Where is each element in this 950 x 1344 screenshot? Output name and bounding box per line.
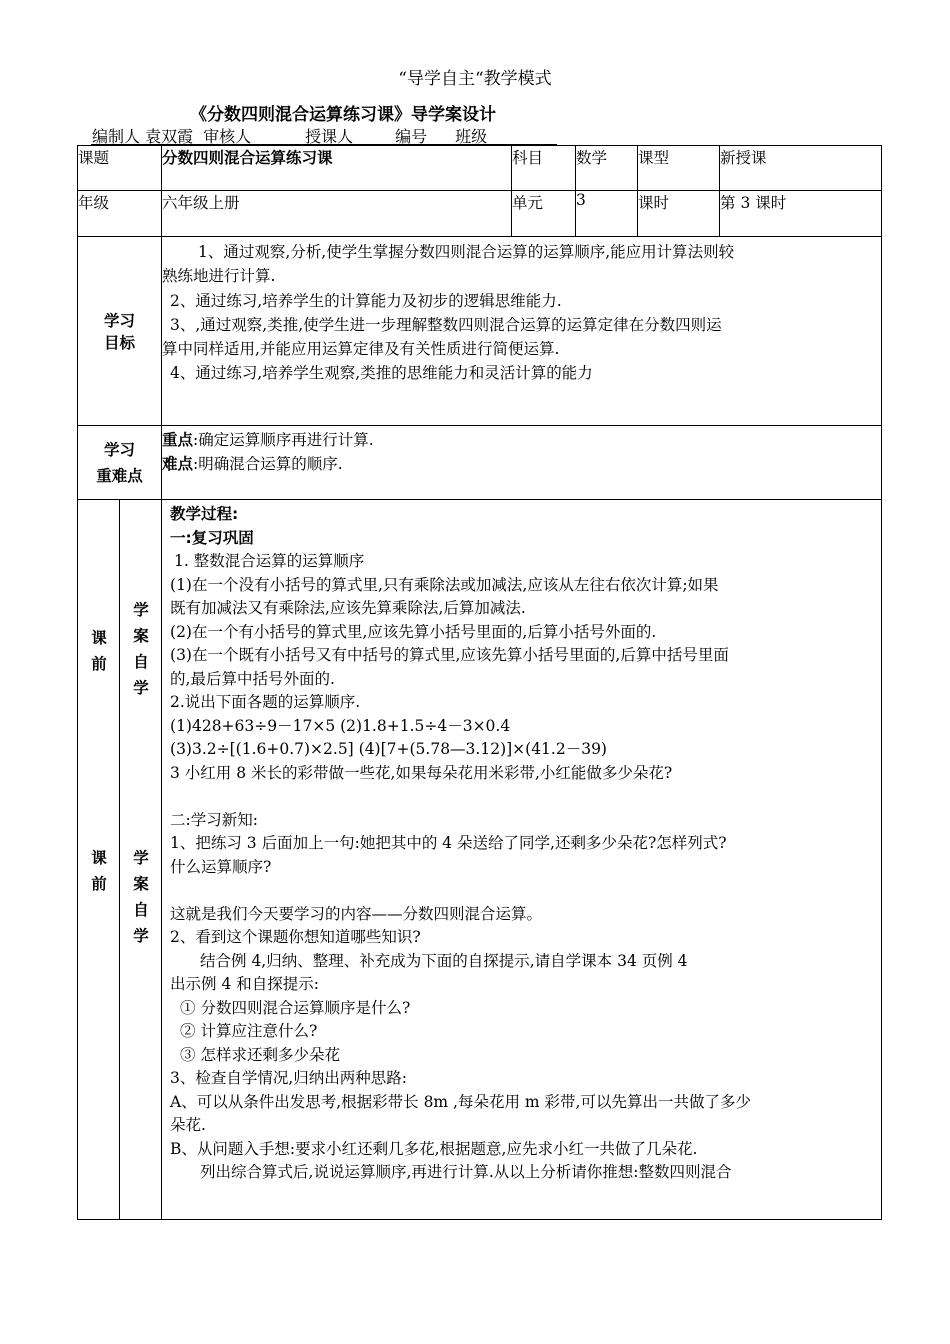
side-char: 案: [133, 627, 149, 645]
process-line: 1、把练习 3 后面加上一句:她把其中的 4 朵送给了同学,还剩多少朵花?怎样列式?: [170, 834, 727, 852]
side-char: 课: [91, 849, 107, 867]
side-char: 案: [133, 875, 149, 893]
process-blank: [170, 879, 875, 903]
objectives-label-line1: 学习: [104, 312, 136, 330]
row-keypoints: [78, 426, 882, 500]
side-pre-2: [78, 845, 120, 897]
process-line: 3、检查自学情况,归纳出两种思路:: [170, 1069, 408, 1087]
objectives-label-line2: 目标: [104, 334, 136, 352]
row-process: [78, 500, 882, 1220]
side-pre-1: [78, 625, 120, 677]
keypoints-content: [162, 426, 882, 500]
objective-line: 算中同样适用,并能应用运算定律及有关性质进行简便运算.: [162, 340, 560, 359]
meta-number: 编号: [395, 127, 428, 146]
side-char: 学: [133, 927, 149, 945]
process-line: (2)在一个有小括号的算式里,应该先算小括号里面的,后算小括号外面的.: [170, 622, 657, 641]
unit-value: 3: [576, 191, 638, 237]
process-line: 2.说出下面各题的运算顺序.: [170, 693, 361, 711]
process-line: 这就是我们今天要学习的内容——分数四则混合运算。: [170, 904, 543, 923]
objective-line: 2、通过练习,培养学生的计算能力及初步的逻辑思维能力.: [170, 291, 562, 310]
difficult-point-text: :明确混合运算的顺序.: [193, 454, 343, 473]
prompt-item: ③ 怎样求还剩多少朵花: [180, 1045, 340, 1064]
meta-reviewer: 审核人: [203, 127, 252, 146]
section-new: 二:学习新知:: [170, 810, 258, 829]
process-line: 3 小红用 8 米长的彩带做一些花,如果每朵花用米彩带,小红能做多少朵花?: [170, 763, 673, 782]
keypoints-label-line2: 重难点: [96, 466, 143, 485]
side-char: 学: [133, 679, 149, 697]
process-line: B、从问题入手想:要求小红还剩几多花,根据题意,应先求小红一共做了几朵花.: [170, 1139, 698, 1158]
section-review: 一:复习巩固: [170, 528, 254, 547]
side-self-1: [120, 597, 162, 701]
side-char: 前: [91, 875, 107, 893]
lesson-plan-table: [77, 145, 882, 1220]
period-value: 第 3 课时: [720, 191, 882, 237]
type-value: 新授课: [720, 146, 882, 191]
teaching-mode-heading: “导学自主“教学模式: [398, 69, 552, 89]
difficult-point-label: 难点: [162, 454, 194, 473]
meta-class: 班级: [455, 127, 488, 146]
side-char: 自: [133, 901, 149, 919]
process-line: 朵花.: [170, 1116, 206, 1134]
side-pre-column: [78, 500, 120, 1220]
side-char: 自: [133, 653, 149, 671]
document-title: 《分数四则混合运算练习课》导学案设计: [190, 105, 496, 125]
prompt-item: ② 计算应注意什么?: [180, 1022, 318, 1040]
key-point: [162, 429, 881, 453]
objective-line: 熟练地进行计算.: [162, 267, 276, 286]
process-line: 结合例 4,归纳、整理、补充成为下面的自探提示,请自学课本 34 页例 4: [200, 951, 688, 970]
process-blank: [170, 785, 875, 809]
side-char: 学: [133, 849, 149, 867]
process-line: 出示例 4 和自探提示:: [170, 975, 319, 993]
process-line: (1)428+63÷9－17×5 (2)1.8+1.5÷4－3×0.4: [170, 716, 511, 735]
keypoints-label: [78, 426, 162, 500]
grade-label: 年级: [78, 191, 162, 237]
row-grade: [78, 191, 882, 237]
process-content: [162, 500, 882, 1220]
process-line: 2、看到这个课题你想知道哪些知识?: [170, 928, 421, 946]
objective-line: 4、通过练习,培养学生观察,类推的思维能力和灵活计算的能力: [170, 364, 593, 383]
side-self-2: [120, 845, 162, 949]
topic-value: 分数四则混合运算练习课: [162, 146, 512, 191]
objective-line: 1、通过观察,分析,使学生掌握分数四则混合运算的运算顺序,能应用计算法则较: [198, 243, 735, 261]
process-line: A、可以从条件出发思考,根据彩带长 8m ,每朵花用 m 彩带,可以先算出一共做了多少: [170, 1092, 751, 1111]
keypoints-label-line1: 学习: [104, 440, 136, 459]
subject-value: 数学: [576, 146, 638, 191]
side-self-column: [120, 500, 162, 1220]
key-point-text: :确定运算顺序再进行计算.: [193, 431, 374, 449]
process-line: 既有加减法又有乘除法,应该先算乘除法,后算加减法.: [170, 599, 526, 617]
grade-value: 六年级上册: [162, 191, 512, 237]
topic-label: 课题: [78, 146, 162, 191]
process-line: (1)在一个没有小括号的算式里,只有乘除法或加减法,应该从左往右依次计算;如果: [170, 575, 719, 594]
process-title: 教学过程:: [170, 505, 239, 523]
row-objectives: [78, 237, 882, 426]
process-line: 列出综合算式后,说说运算顺序,再进行计算.从以上分析请你推想:整数四则混合: [200, 1163, 732, 1181]
objectives-content: [162, 237, 882, 426]
objectives-label: [78, 237, 162, 426]
row-topic: [78, 146, 882, 191]
process-line: (3)在一个既有小括号又有中括号的算式里,应该先算小括号里面的,后算中括号里面: [170, 646, 729, 664]
process-line: 1. 整数混合运算的运算顺序: [174, 552, 365, 570]
process-line: 什么运算顺序?: [170, 857, 272, 876]
side-char: 前: [91, 655, 107, 673]
unit-label: 单元: [512, 191, 576, 237]
meta-teacher: 授课人: [305, 127, 354, 146]
process-line: 的,最后算中括号外面的.: [170, 669, 335, 688]
key-point-label: 重点: [162, 431, 194, 449]
period-label: 课时: [638, 191, 720, 237]
process-line: (3)3.2÷[(1.6+0.7)×2.5] (4)[7+(5.78—3.12)]×(41.2－39): [170, 740, 607, 758]
side-char: 学: [133, 601, 149, 619]
objective-line: 3、,通过观察,类推,使学生进一步理解整数四则混合运算的运算定律在分数四则运: [170, 315, 722, 334]
side-char: 课: [91, 629, 107, 647]
difficult-point: [162, 453, 881, 477]
subject-label: 科目: [512, 146, 576, 191]
type-label: 课型: [638, 146, 720, 191]
prompt-item: ① 分数四则混合运算顺序是什么?: [180, 998, 411, 1017]
meta-author: 编制人 袁双霞: [92, 127, 194, 146]
